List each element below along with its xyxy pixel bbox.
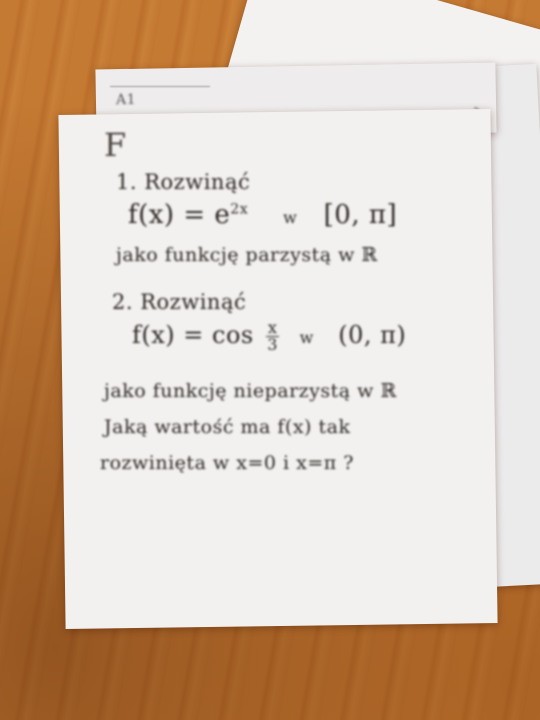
problem-2-question-line-1: Jaką wartość ma f(x) tak [104, 416, 351, 438]
problem-1-exponent: 2x [230, 201, 249, 218]
fraction-numerator: x [267, 318, 278, 337]
problem-1-w: w [283, 208, 298, 227]
problem-1-function: f(x) = e [128, 200, 231, 230]
problem-2-formula [132, 320, 406, 353]
problem-1-formula [128, 200, 397, 230]
problem-2-fraction [266, 320, 280, 353]
problem-2-condition: jako funkcję nieparzystą w ℝ [104, 380, 397, 402]
problem-1-heading: 1. Rozwinąć [116, 170, 251, 194]
problem-1-interval: [0, π] [323, 200, 398, 230]
sheet-letter: F [104, 126, 127, 164]
problem-2-w: w [299, 328, 314, 347]
problem-1-condition: jako funkcję parzystą w ℝ [116, 244, 378, 266]
printed-rule-line [110, 86, 210, 87]
problem-2-function: f(x) = cos [132, 321, 254, 349]
problem-2-heading: 2. Rozwinąć [112, 290, 247, 314]
problem-2-question-line-2: rozwinięta w x=0 i x=π ? [100, 452, 354, 474]
problem-2-interval: (0, π) [338, 321, 407, 349]
back-sheet-label: A1 [115, 91, 137, 109]
fraction-denominator: 3 [267, 335, 278, 354]
